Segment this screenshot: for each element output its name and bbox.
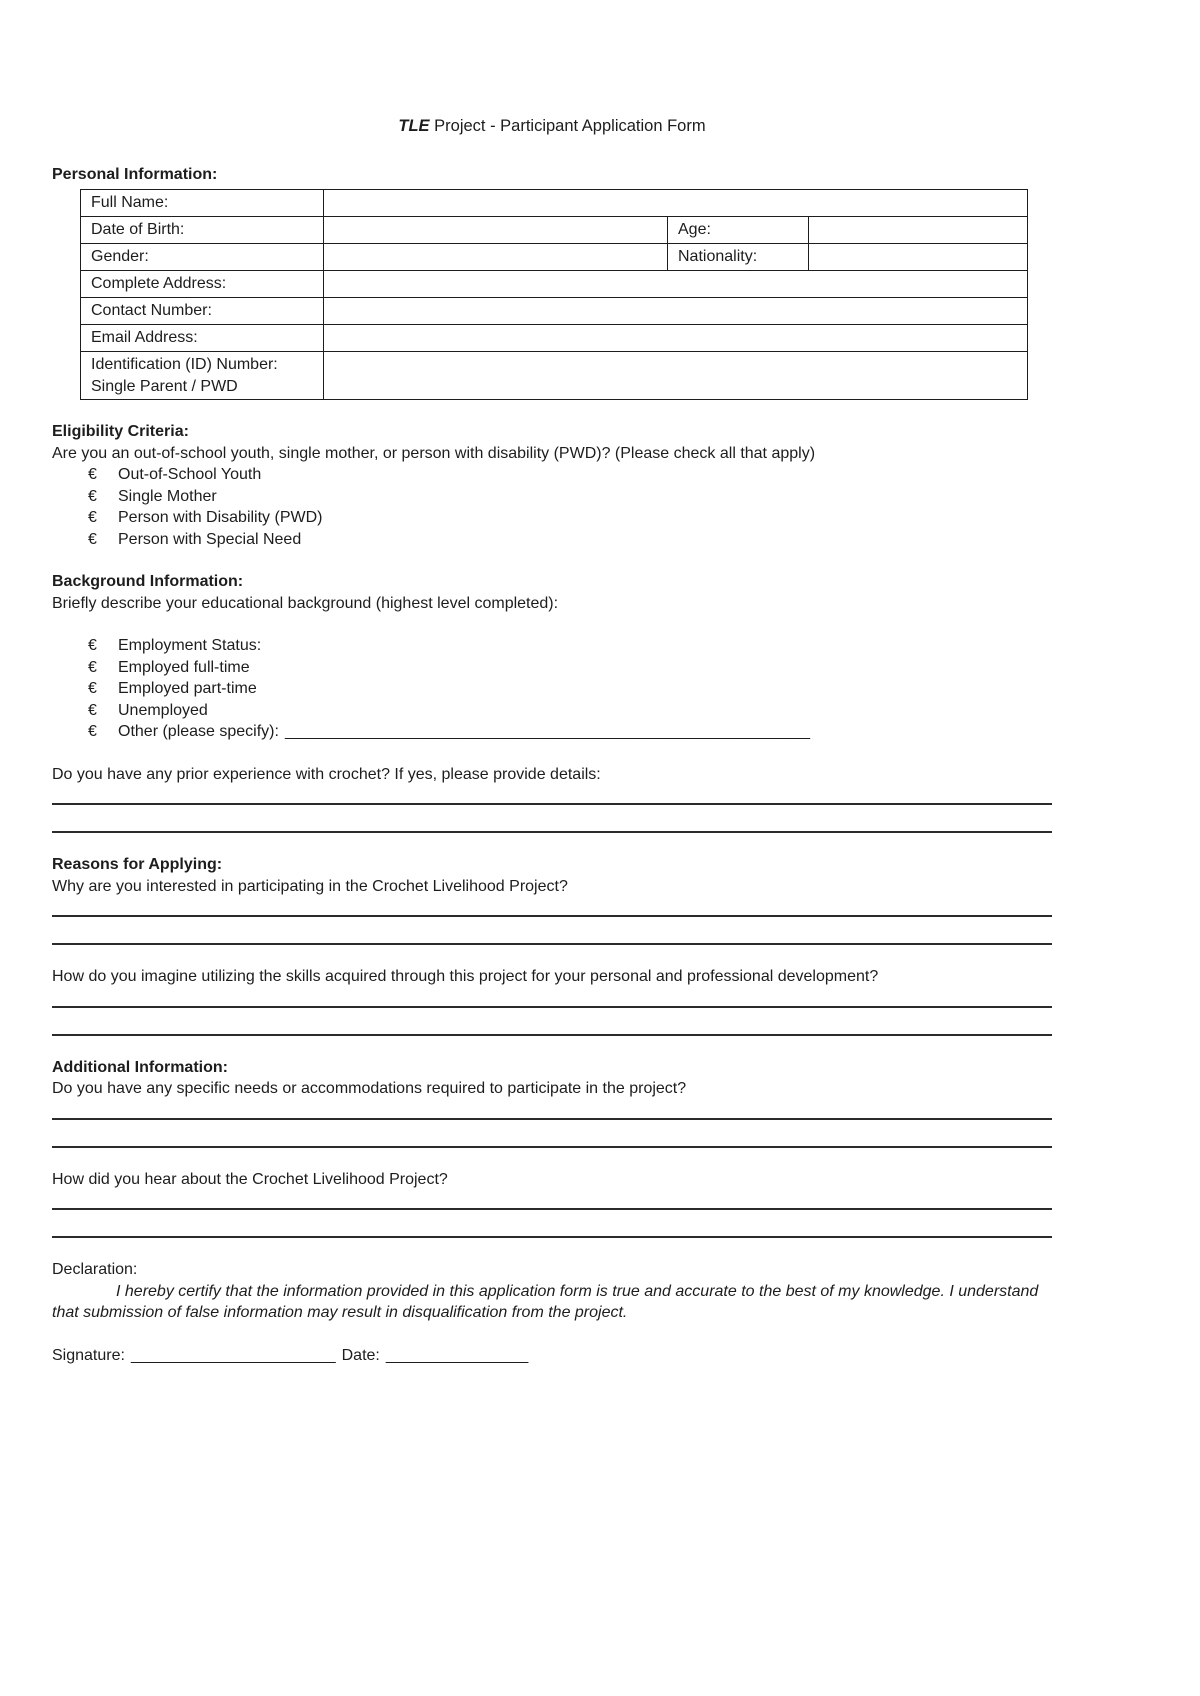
id-number-label-line1: Identification (ID) Number: xyxy=(91,356,278,373)
how-did-you-hear-question: How did you hear about the Crochet Livelihood Project? xyxy=(52,1170,448,1188)
address-value-cell[interactable] xyxy=(324,271,1028,298)
form-title xyxy=(52,116,1052,138)
full-name-value-cell[interactable] xyxy=(324,190,1028,217)
answer-line[interactable] xyxy=(52,803,1052,805)
option-label: Employed part-time xyxy=(118,680,257,697)
option-label: Employed full-time xyxy=(118,658,250,676)
checkbox-icon[interactable]: € xyxy=(88,487,97,505)
nationality-label-cell: Nationality: xyxy=(668,244,809,271)
table-row-dob-age xyxy=(81,217,1028,244)
option-label: Other (please specify): xyxy=(118,723,279,740)
additional-information-heading: Additional Information: xyxy=(52,1058,228,1076)
declaration-heading: Declaration: xyxy=(52,1261,138,1278)
reasons-heading: Reasons for Applying: xyxy=(52,856,223,873)
answer-line[interactable] xyxy=(52,1006,1052,1008)
eligibility-question: Are you an out-of-school youth, single mother, or person with disability (PWD)? (Please check all that apply) xyxy=(52,444,816,462)
eligibility-option-pwd xyxy=(52,507,1052,529)
checkbox-icon[interactable]: € xyxy=(88,658,97,676)
table-row-email xyxy=(81,325,1028,352)
checkbox-icon[interactable]: € xyxy=(88,723,97,740)
declaration-text: I hereby certify that the information provided in this application form is true and accurate to the best of my knowledge. I understand that submission of false information may result in disqualification from the project. xyxy=(52,1282,1039,1321)
checkbox-icon[interactable]: € xyxy=(88,466,97,483)
table-row-full-name xyxy=(81,190,1028,217)
date-blank[interactable]: ________________ xyxy=(385,1346,529,1364)
signature-blank[interactable]: _______________________ xyxy=(130,1346,336,1364)
id-number-value-cell[interactable] xyxy=(324,352,1028,400)
dob-value-cell[interactable] xyxy=(324,217,668,244)
checkbox-icon[interactable]: € xyxy=(88,680,97,697)
contact-number-value-cell[interactable] xyxy=(324,298,1028,325)
skills-question: How do you imagine utilizing the skills acquired through this project for your personal and professional development? xyxy=(52,968,879,985)
table-row-contact xyxy=(81,298,1028,325)
age-value-cell[interactable] xyxy=(809,217,1028,244)
declaration-section xyxy=(52,1259,1052,1366)
employment-option-full-time xyxy=(52,657,1052,679)
table-row-id-number xyxy=(81,352,1028,400)
table-row-gender-nationality xyxy=(81,244,1028,271)
address-label-cell: Complete Address: xyxy=(81,271,324,298)
personal-information-table xyxy=(80,189,1028,400)
email-value-cell[interactable] xyxy=(324,325,1028,352)
date-label: Date: xyxy=(341,1346,380,1364)
age-label-cell: Age: xyxy=(668,217,809,244)
specific-needs-answer-area[interactable] xyxy=(52,1118,1052,1148)
eligibility-heading: Eligibility Criteria: xyxy=(52,423,189,440)
additional-information-section xyxy=(52,1057,1052,1239)
personal-information-section xyxy=(52,164,1052,401)
answer-line[interactable] xyxy=(52,1208,1052,1210)
checkbox-icon[interactable]: € xyxy=(88,637,97,654)
checkbox-icon[interactable]: € xyxy=(88,509,97,526)
personal-information-heading: Personal Information: xyxy=(52,165,218,183)
answer-line[interactable] xyxy=(52,1118,1052,1120)
employment-option-part-time xyxy=(52,678,1052,700)
skills-answer-area[interactable] xyxy=(52,1006,1052,1036)
employment-options-list xyxy=(52,635,1052,743)
answer-line[interactable] xyxy=(52,1236,1052,1238)
reasons-section xyxy=(52,854,1052,1036)
interest-question: Why are you interested in participating in the Crochet Livelihood Project? xyxy=(52,877,568,895)
education-prompt: Briefly describe your educational background (highest level completed): xyxy=(52,594,559,612)
email-label-cell: Email Address: xyxy=(81,325,324,352)
employment-option-status xyxy=(52,635,1052,657)
eligibility-option-special-need xyxy=(52,529,1052,551)
contact-number-label-cell: Contact Number: xyxy=(81,298,324,325)
crochet-experience-answer-area[interactable] xyxy=(52,803,1052,833)
gender-value-cell[interactable] xyxy=(324,244,668,271)
answer-line[interactable] xyxy=(52,943,1052,945)
eligibility-section xyxy=(52,421,1052,550)
employment-option-other xyxy=(52,721,1052,743)
how-did-you-hear-answer-area[interactable] xyxy=(52,1208,1052,1238)
option-label: Person with Special Need xyxy=(118,530,302,548)
eligibility-options-list xyxy=(52,464,1052,550)
dob-label-cell: Date of Birth: xyxy=(81,217,324,244)
eligibility-option-out-of-school xyxy=(52,464,1052,486)
option-label: Single Mother xyxy=(118,487,217,505)
checkbox-icon[interactable]: € xyxy=(88,701,97,719)
form-title-emphasis: TLE xyxy=(398,117,430,135)
background-information-heading: Background Information: xyxy=(52,573,244,590)
interest-answer-area[interactable] xyxy=(52,915,1052,945)
form-title-rest: Project - Participant Application Form xyxy=(429,117,706,135)
full-name-label-cell: Full Name: xyxy=(81,190,324,217)
option-label: Person with Disability (PWD) xyxy=(118,509,323,526)
checkbox-icon[interactable]: € xyxy=(88,530,97,548)
option-label: Out-of-School Youth xyxy=(118,466,262,483)
option-label: Employment Status: xyxy=(118,637,262,654)
answer-line[interactable] xyxy=(52,1146,1052,1148)
answer-line[interactable] xyxy=(52,831,1052,833)
answer-line[interactable] xyxy=(52,1034,1052,1036)
gender-label-cell: Gender: xyxy=(81,244,324,271)
background-information-section xyxy=(52,571,1052,833)
id-number-label-line2: Single Parent / PWD xyxy=(91,377,238,395)
eligibility-option-single-mother xyxy=(52,486,1052,508)
other-specify-blank[interactable]: ___________________________________________________________ xyxy=(284,723,810,740)
signature-label: Signature: xyxy=(52,1346,125,1364)
signature-row xyxy=(52,1345,1052,1367)
employment-option-unemployed xyxy=(52,700,1052,722)
option-label: Unemployed xyxy=(118,701,208,719)
id-number-label-cell xyxy=(81,352,324,400)
crochet-experience-question: Do you have any prior experience with crochet? If yes, please provide details: xyxy=(52,765,601,783)
specific-needs-question: Do you have any specific needs or accommodations required to participate in the project? xyxy=(52,1080,687,1097)
document-page xyxy=(52,0,1052,1366)
nationality-value-cell[interactable] xyxy=(809,244,1028,271)
answer-line[interactable] xyxy=(52,915,1052,917)
table-row-address xyxy=(81,271,1028,298)
